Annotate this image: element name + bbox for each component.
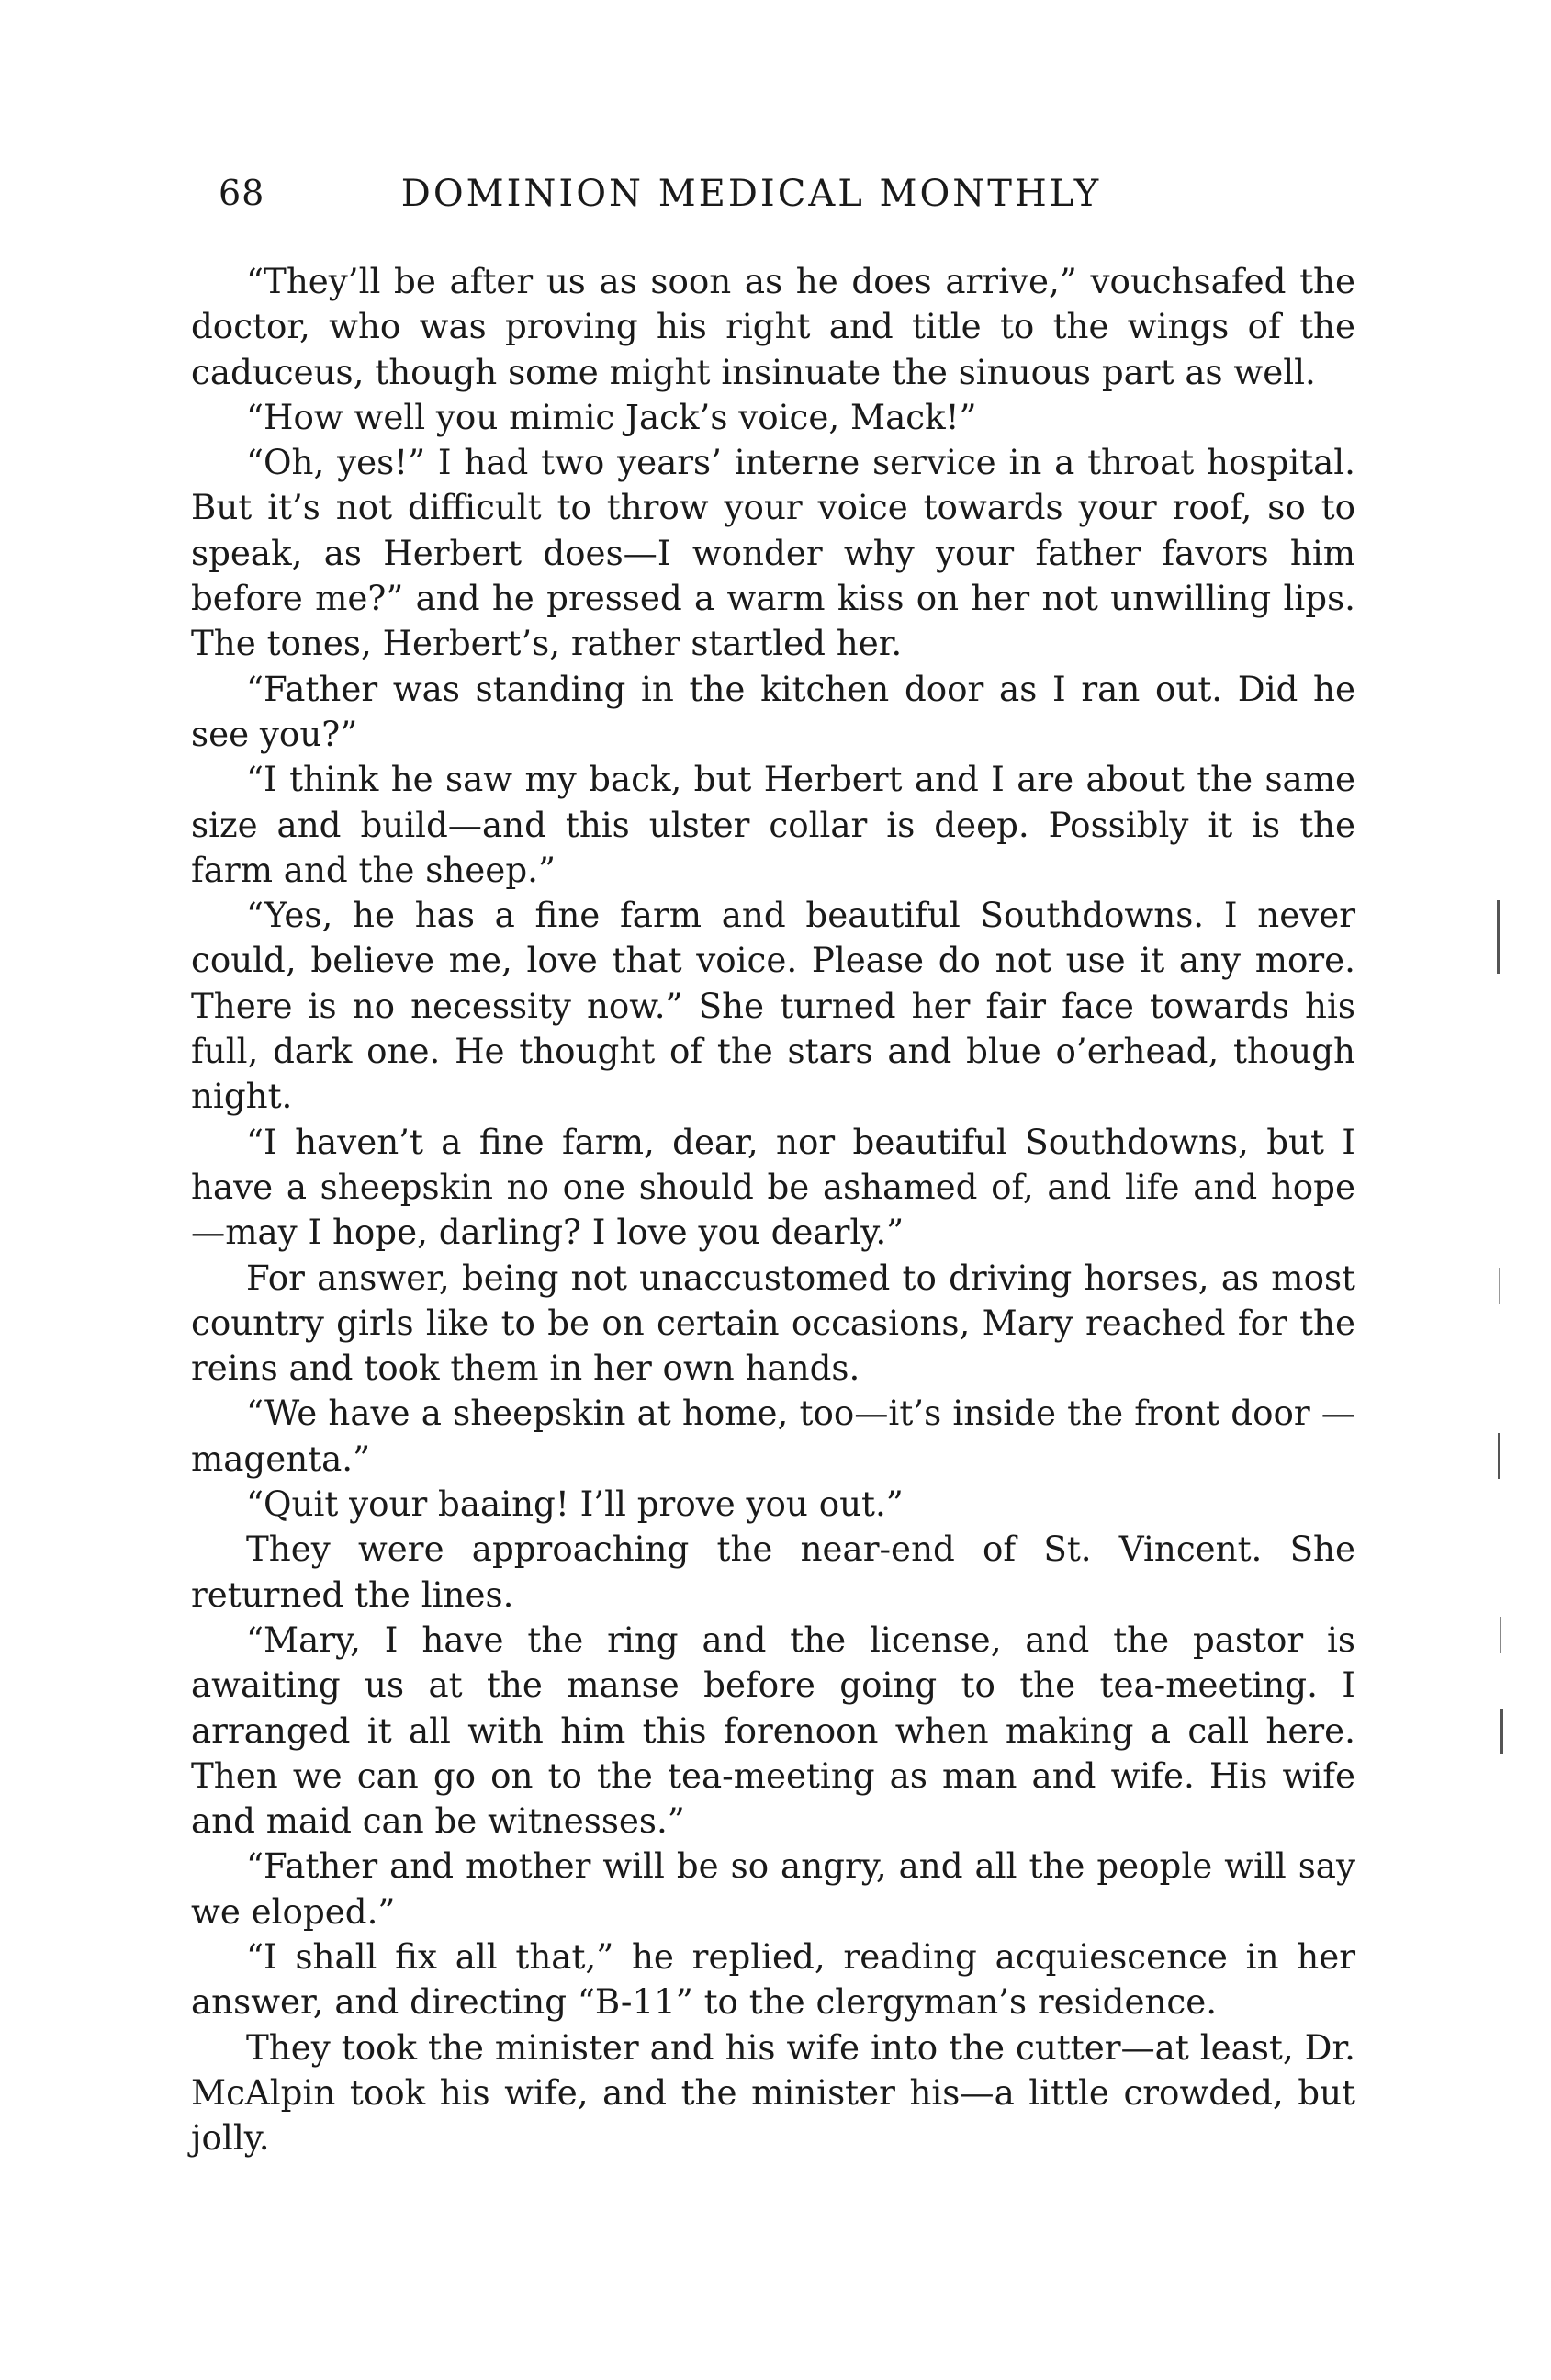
paragraph: “How well you mimic Jack’s voice, Mack!”: [246, 396, 977, 437]
scan-artifact: [1500, 1617, 1501, 1653]
paragraph: “We have a sheepskin at home, too—it’s inside the front door —magenta.”: [191, 1393, 1355, 1479]
running-head: DOMINION MEDICAL MONTHLY: [400, 173, 1102, 215]
scan-artifact: [1497, 900, 1500, 974]
scan-artifact: [1499, 1268, 1500, 1304]
paragraph: “Quit your baaing! I’ll prove you out.”: [246, 1483, 904, 1525]
paragraph: “I think he saw my back, but Herbert and I are about the same size and build—and this ulster collar is deep. Possibly it is the farm and the sheep.”: [191, 759, 1355, 890]
paragraph: “I haven’t a fine farm, dear, nor beautiful Southdowns, but I have a sheepskin no one should be ashamed of, and life and hope —may I hope, darling? I love you dearly.”: [191, 1121, 1355, 1253]
paragraph: “Father was standing in the kitchen door as I ran out. Did he see you?”: [191, 668, 1355, 754]
paragraph: “I shall fix all that,” he replied, reading acquiescence in her answer, and directing “B-11” to the clergyman’s residence.: [191, 1935, 1355, 2023]
paragraph: “Oh, yes!” I had two years’ interne service in a throat hospital. But it’s not difficult to throw your voice towards your roof, so to speak, as Herbert does—I wonder why your father favors him before me?” and he pressed a warm kiss on her not unwilling lips. The tones, Herbert’s, rather startled her.: [191, 442, 1355, 664]
paragraph: For answer, being not unaccustomed to driving horses, as most country girls like to be on certain occasions, Mary reached for the reins and took them in her own hands.: [191, 1257, 1355, 1389]
scan-artifact: [1500, 1709, 1503, 1754]
scan-artifact: [1498, 1433, 1500, 1479]
paragraph: They were approaching the near-end of St. Vincent. She returned the lines.: [191, 1528, 1355, 1615]
paragraph: “Yes, he has a fine farm and beautiful Southdowns. I never could, believe me, love that voice. Please do not use it any more. There is no necessity now.” She turned her fair face towards his full, dark one. He thought of the stars and blue o’erhead, though night.: [191, 895, 1355, 1117]
paragraph: They took the minister and his wife into the cutter—at least, Dr. McAlpin took his wife, and the minister his—a little crowded, but jolly.: [191, 2026, 1355, 2159]
page-header: [219, 173, 1137, 228]
paragraph: “Mary, I have the ring and the license, and the pastor is awaiting us at the manse before going to the tea-meeting. I arranged it all with him this forenoon when making a call here. Then we can go on to the tea-meeting as man and wife. His wife and maid can be witnesses.”: [191, 1619, 1355, 1842]
paragraph: “They’ll be after us as soon as he does arrive,” vouchsafed the doctor, who was proving his right and title to the wings of the caduceus, though some might insinuate the sinuous part as well.: [191, 261, 1355, 392]
body-text: [191, 259, 1355, 2160]
paragraph: “Father and mother will be so angry, and all the people will say we eloped.”: [191, 1845, 1355, 1932]
page-number: 68: [219, 173, 265, 213]
